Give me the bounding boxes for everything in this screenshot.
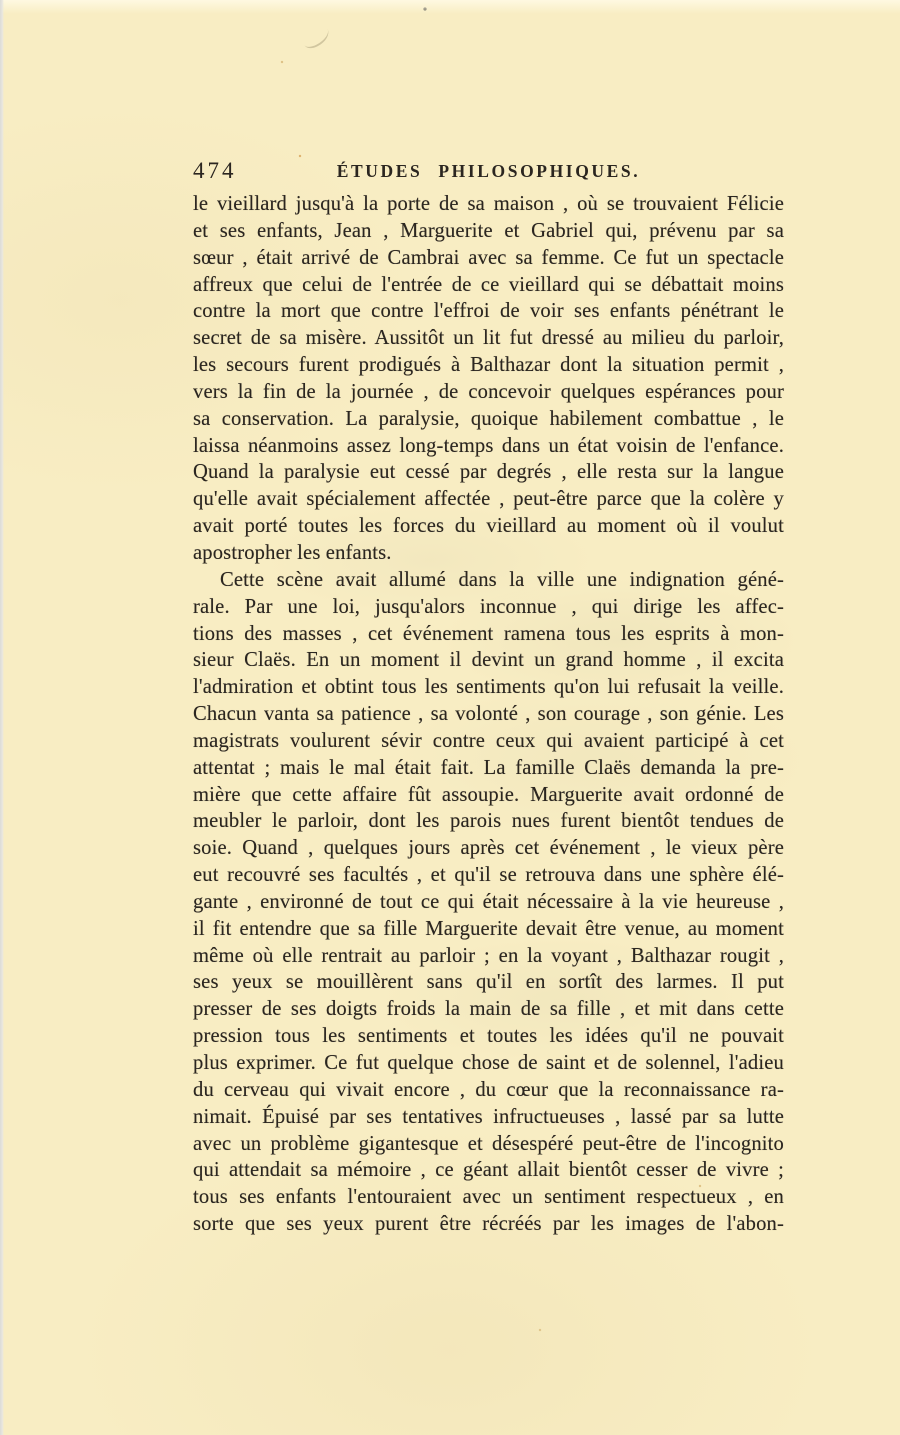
text-line: pression tous les sentiments et toutes les idées qu'il ne pouvait (193, 1025, 784, 1048)
text-line: Chacun vanta sa patience , sa volonté , son courage , son génie. Les (193, 703, 784, 726)
text-line: il fit entendre que sa fille Marguerite devait être venue, au moment (193, 917, 784, 940)
text-line: mière que cette affaire fût assoupie. Marguerite avait ordonné de (193, 783, 784, 806)
text-line: le vieillard jusqu'à la porte de sa maison , où se trouvaient Félicie (193, 193, 784, 215)
text-line: secret de sa misère. Aussitôt un lit fut dressé au milieu du parloir, (193, 327, 784, 350)
text-line: qui attendait sa mémoire , ce géant allait bientôt cesser de vivre ; (193, 1159, 784, 1182)
text-line: plus exprimer. Ce fut quelque chose de saint et de solennel, l'adieu (193, 1052, 784, 1074)
text-line: les secours furent prodigués à Balthazar dont la situation permit , (193, 354, 784, 377)
text-line: meubler le parloir, dont les parois nues furent bientôt tendues de (193, 810, 784, 833)
page-number: 474 (193, 158, 237, 183)
text-line: l'admiration et obtint tous les sentiments qu'on lui refusait la veille. (193, 676, 784, 699)
text-line: contre la mort que contre l'effroi de voir ses enfants pénétrant le (193, 300, 784, 323)
text-line: gante , environné de tout ce qui était nécessaire à la vie heureuse , (193, 890, 784, 913)
text-line: même où elle rentrait au parloir ; en la voyant , Balthazar rougit , (193, 944, 784, 967)
text-line: qu'elle avait spécialement affectée , peut-être parce que la colère y (193, 488, 784, 511)
text-line: soie. Quand , quelques jours après cet événement , le vieux père (193, 837, 784, 860)
text-line: laissa néanmoins assez long-temps dans un état voisin de l'enfance. (193, 434, 784, 457)
text-line: affreux que celui de l'entrée de ce vieillard qui se débattait moins (193, 273, 784, 296)
text-line: sœur , était arrivé de Cambrai avec sa femme. Ce fut un spectacle (193, 246, 784, 269)
paragraph (193, 567, 784, 1238)
text-line: vers la fin de la journée , de concevoir quelques espérances pour (193, 380, 784, 403)
text-line: du cerveau qui vivait encore , du cœur que la reconnaissance ra- (193, 1078, 784, 1101)
body-text (193, 191, 784, 1238)
paragraph (193, 191, 784, 567)
text-line: sieur Claës. En un moment il devint un grand homme , il excita (193, 649, 784, 672)
text-line: sorte que ses yeux purent être récréés par les images de l'abon- (193, 1213, 784, 1236)
text-line: ses yeux se mouillèrent sans qu'il en sortît des larmes. Il put (193, 971, 784, 994)
text-line: et ses enfants, Jean , Marguerite et Gabriel qui, prévenu par sa (193, 219, 784, 242)
scan-left-edge (0, 0, 4, 1435)
text-line: avec un problème gigantesque et désespéré peut-être de l'incognito (193, 1132, 784, 1155)
text-line: nimait. Épuisé par ses tentatives infructueuses , lassé par sa lutte (193, 1105, 784, 1128)
text-line: avait porté toutes les forces du vieillard au moment où il voulut (193, 515, 784, 538)
text-line: tous ses enfants l'entouraient avec un sentiment respectueux , en (193, 1186, 784, 1209)
text-line: magistrats voulurent sévir contre ceux qui avaient participé à cet (193, 729, 784, 752)
running-title: ÉTUDES PHILOSOPHIQUES. (336, 161, 641, 181)
text-line: apostropher les enfants. (193, 541, 392, 564)
text-line: Quand la paralysie eut cessé par degrés , elle resta sur la langue (193, 461, 784, 484)
text-line: Cette scène avait allumé dans la ville une indignation géné- (220, 568, 784, 591)
text-line: presser de ses doigts froids la main de sa fille , et mit dans cette (193, 998, 784, 1021)
text-line: rale. Par une loi, jusqu'alors inconnue , qui dirige les affec- (193, 595, 784, 618)
text-line: sa conservation. La paralysie, quoique habilement combattue , le (193, 407, 784, 430)
text-line: attentat ; mais le mal était fait. La famille Claës demanda la pre- (193, 756, 784, 779)
running-head (193, 156, 784, 186)
text-line: eut recouvré ses facultés , et qu'il se retrouva dans une sphère élé- (193, 864, 784, 887)
text-line: tions des masses , cet événement ramena tous les esprits à mon- (193, 622, 784, 645)
